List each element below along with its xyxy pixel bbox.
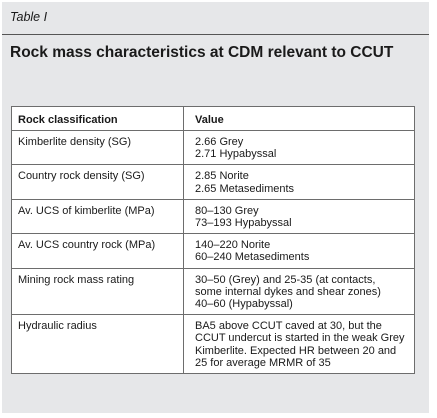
value-line: 73–193 Hypabyssal [195,217,292,230]
row-value [184,315,415,374]
table-header-row [12,107,415,131]
row-classification: Hydraulic radius [12,315,184,374]
table-label: Table I [10,10,48,24]
row-classification: Av. UCS of kimberlite (MPa) [12,199,184,233]
value-line: 40–60 (Hypabyssal) [195,298,293,311]
value-line: 60–240 Metasediments [195,251,310,264]
table-row [12,234,415,268]
value-line: some internal dykes and shear zones) [195,285,381,298]
table-row [12,199,415,233]
row-classification: Av. UCS country rock (MPa) [12,234,184,268]
rock-mass-table [11,106,415,374]
table-row [12,315,415,374]
table-row [12,131,415,165]
header-value: Value [184,107,415,131]
row-classification: Country rock density (SG) [12,165,184,199]
value-line: 2.71 Hypabyssal [195,148,277,161]
value-line: 140–220 Norite [195,239,271,252]
value-line: 2.66 Grey [195,136,244,148]
row-value [184,268,415,315]
value-line: 80–130 Grey [195,204,259,217]
row-value [184,199,415,233]
title-divider [2,34,429,35]
value-line: 30–50 (Grey) and 25-35 (at contacts, [195,273,376,286]
table-title: Rock mass characteristics at CDM relevant to CCUT [10,44,394,61]
row-value [184,234,415,268]
table-row [12,165,415,199]
row-value [184,165,415,199]
row-value [184,131,415,165]
row-classification: Mining rock mass rating [12,268,184,315]
row-classification: Kimberlite density (SG) [12,131,184,165]
value-line: 2.85 Norite [195,170,249,183]
value-line: 2.65 Metasediments [195,182,295,195]
header-classification: Rock classification [12,107,184,131]
table-row [12,268,415,315]
value-text: BA5 above CCUT caved at 30, but the CCUT undercut is started in the weak Grey Kimberlite. Expected HR between 20 and 25 for average MRMR of 35 [195,320,405,369]
